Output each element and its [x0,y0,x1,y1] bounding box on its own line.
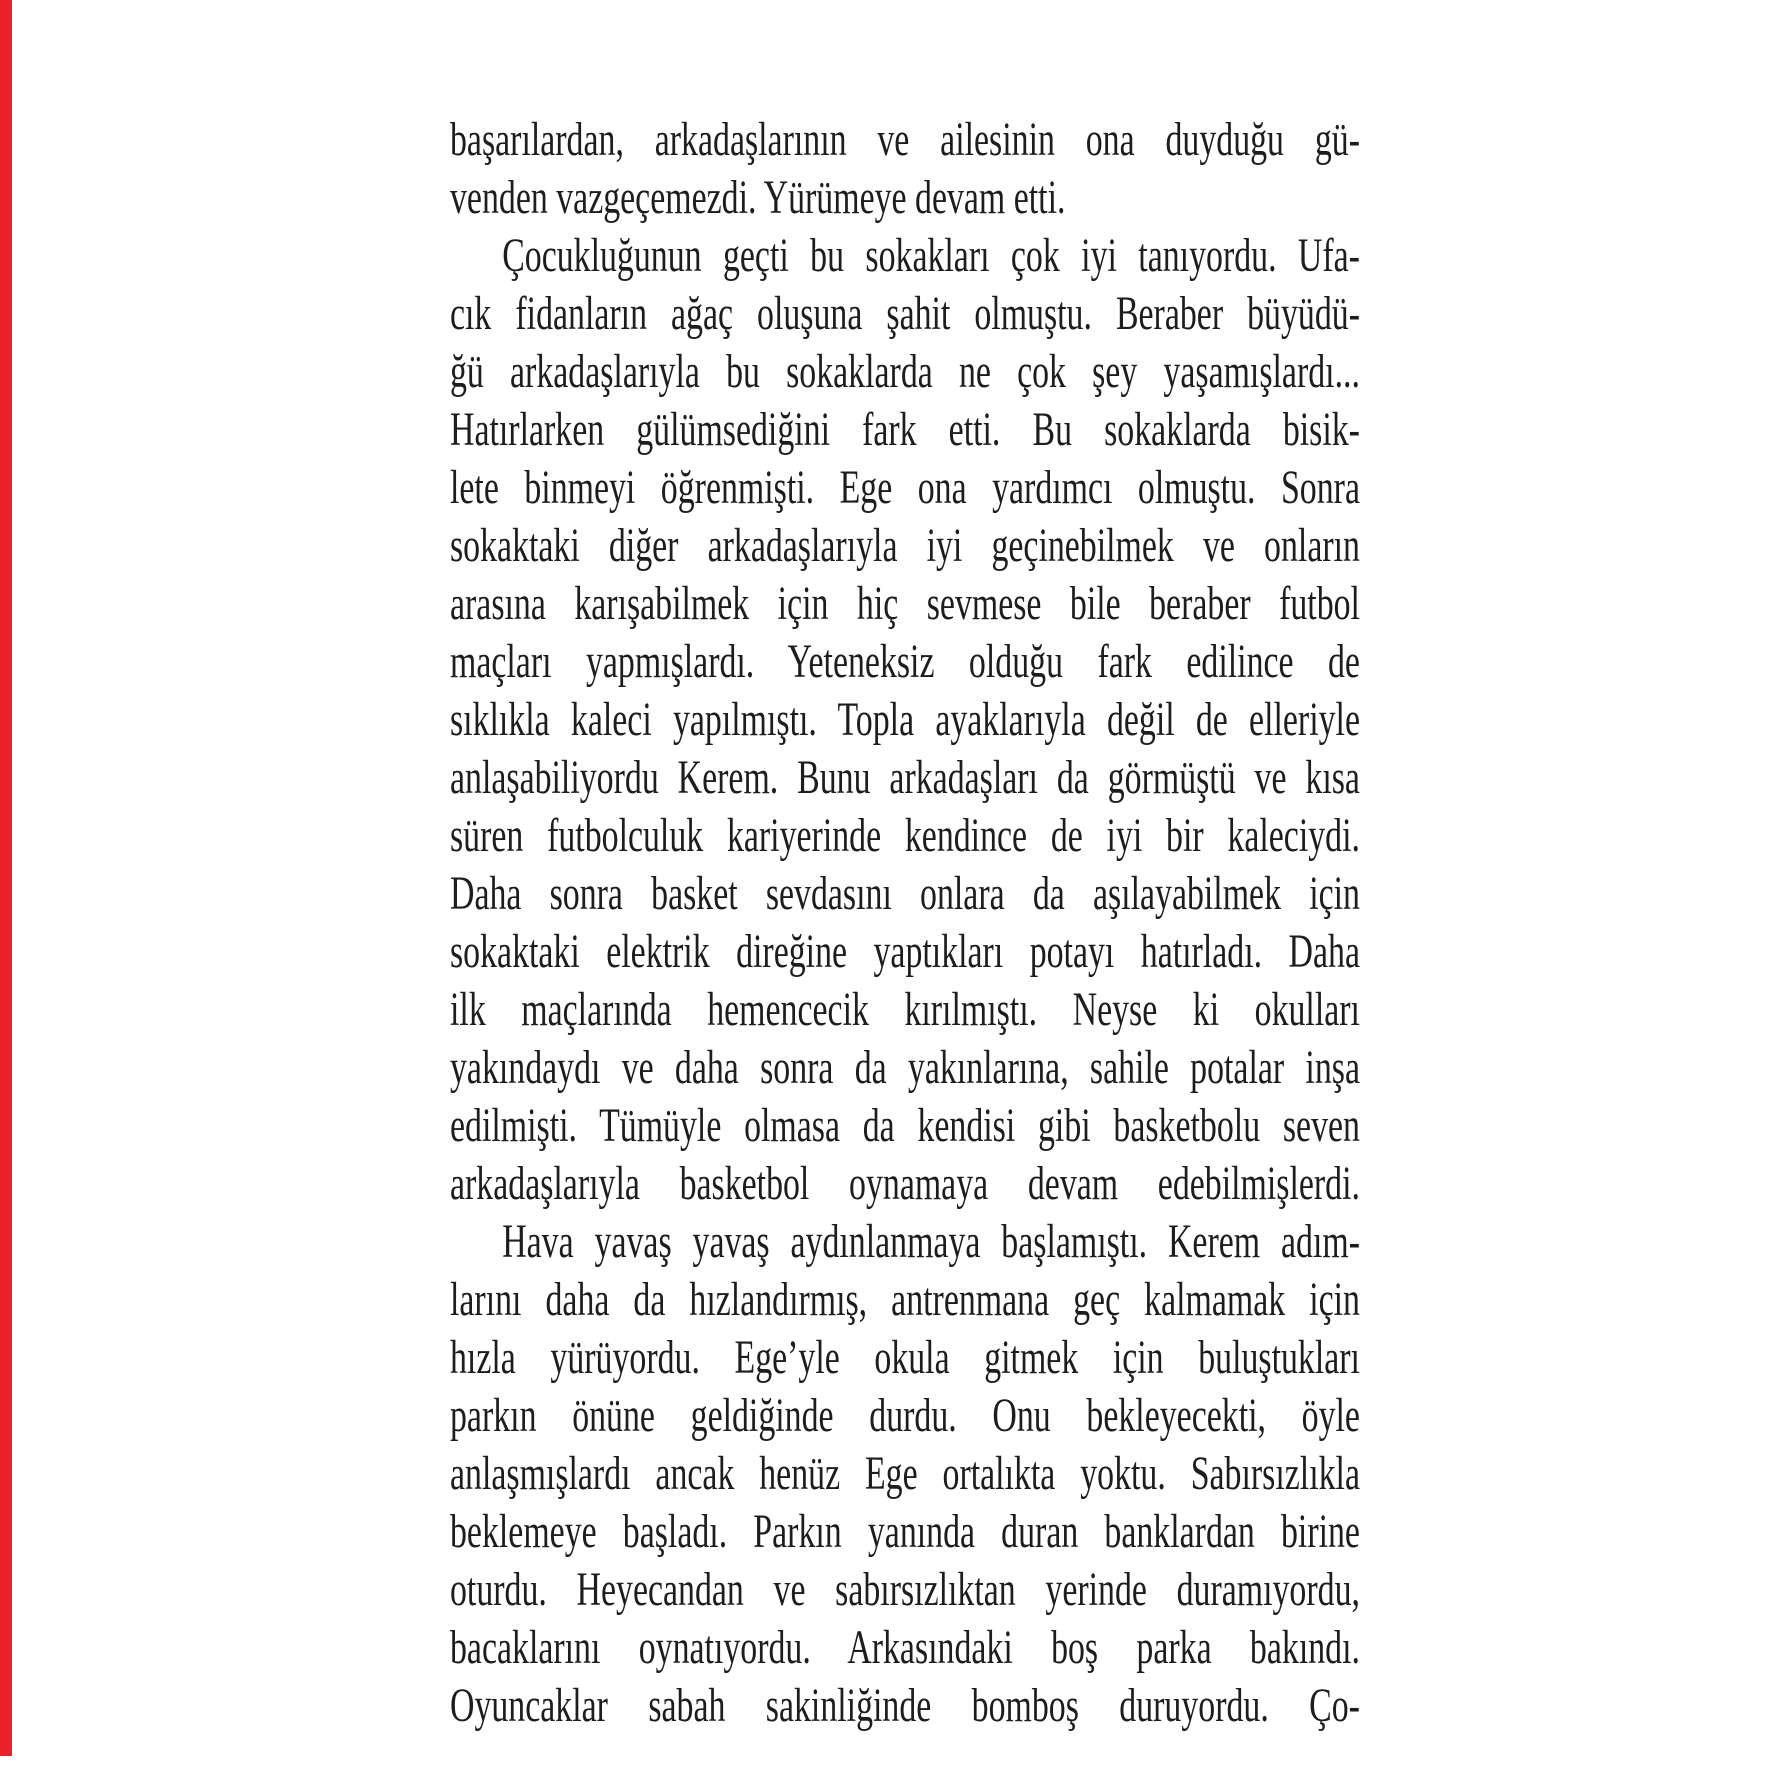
text-line: yakındaydı ve daha sonra da yakınlarına, sahile potalar inşa [450,1041,1360,1094]
text-line: beklemeye başladı. Parkın yanında duran banklardan birine [450,1505,1360,1558]
text-line: arkadaşlarıyla basketbol oynamaya devam edebilmişlerdi. [450,1157,1360,1210]
text-line: ğü arkadaşlarıyla bu sokaklarda ne çok şey yaşamışlardı... [450,345,1360,398]
text-line: süren futbolculuk kariyerinde kendince de iyi bir kaleciydi. [450,809,1360,862]
text-line: hızla yürüyordu. Ege’yle okula gitmek için buluştukları [450,1331,1360,1384]
text-line: başarılardan, arkadaşlarının ve ailesinin ona duyduğu gü- [450,113,1360,166]
text-line: Hatırlarken gülümsediğini fark etti. Bu sokaklarda bisik- [450,403,1360,456]
text-line: Oyuncaklar sabah sakinliğinde bomboş duruyordu. Ço- [450,1679,1360,1732]
text-line: arasına karışabilmek için hiç sevmese bile beraber futbol [450,577,1360,630]
text-line: edilmişti. Tümüyle olmasa da kendisi gibi basketbolu seven [450,1099,1360,1152]
text-line: sıklıkla kaleci yapılmıştı. Topla ayaklarıyla değil de elleriyle [450,693,1360,746]
text-line: sokaktaki diğer arkadaşlarıyla iyi geçinebilmek ve onların [450,519,1360,572]
text-line: lete binmeyi öğrenmişti. Ege ona yardımcı olmuştu. Sonra [450,461,1360,514]
page-text-block [450,111,1360,1735]
text-line: Çocukluğunun geçti bu sokakları çok iyi tanıyordu. Ufa- [502,229,1360,282]
text-line: cık fidanların ağaç oluşuna şahit olmuştu. Beraber büyüdü- [450,287,1360,340]
text-line: maçları yapmışlardı. Yeteneksiz olduğu fark edilince de [450,635,1360,688]
text-line: venden vazgeçemezdi. Yürümeye devam etti. [450,171,1066,224]
text-line: parkın önüne geldiğinde durdu. Onu bekleyecekti, öyle [450,1389,1360,1442]
paragraph [450,111,1360,227]
page-text-block-inner [450,111,1360,1735]
text-line: oturdu. Heyecandan ve sabırsızlıktan yerinde duramıyordu, [450,1563,1360,1616]
text-line: sokaktaki elektrik direğine yaptıkları potayı hatırladı. Daha [450,925,1360,978]
text-line: Hava yavaş yavaş aydınlanmaya başlamıştı. Kerem adım- [502,1215,1360,1268]
text-line: bacaklarını oynatıyordu. Arkasındaki boş parka bakındı. [450,1621,1360,1674]
paragraph [450,227,1360,1213]
page-edge-red-bar [0,0,12,1756]
paragraph [450,1213,1360,1735]
text-line: Daha sonra basket sevdasını onlara da aşılayabilmek için [450,867,1360,920]
text-line: anlaşmışlardı ancak henüz Ege ortalıkta yoktu. Sabırsızlıkla [450,1447,1360,1500]
text-line: ilk maçlarında hemencecik kırılmıştı. Neyse ki okulları [450,983,1360,1036]
text-line: larını daha da hızlandırmış, antrenmana geç kalmamak için [450,1273,1360,1326]
text-line: anlaşabiliyordu Kerem. Bunu arkadaşları da görmüştü ve kısa [450,751,1360,804]
